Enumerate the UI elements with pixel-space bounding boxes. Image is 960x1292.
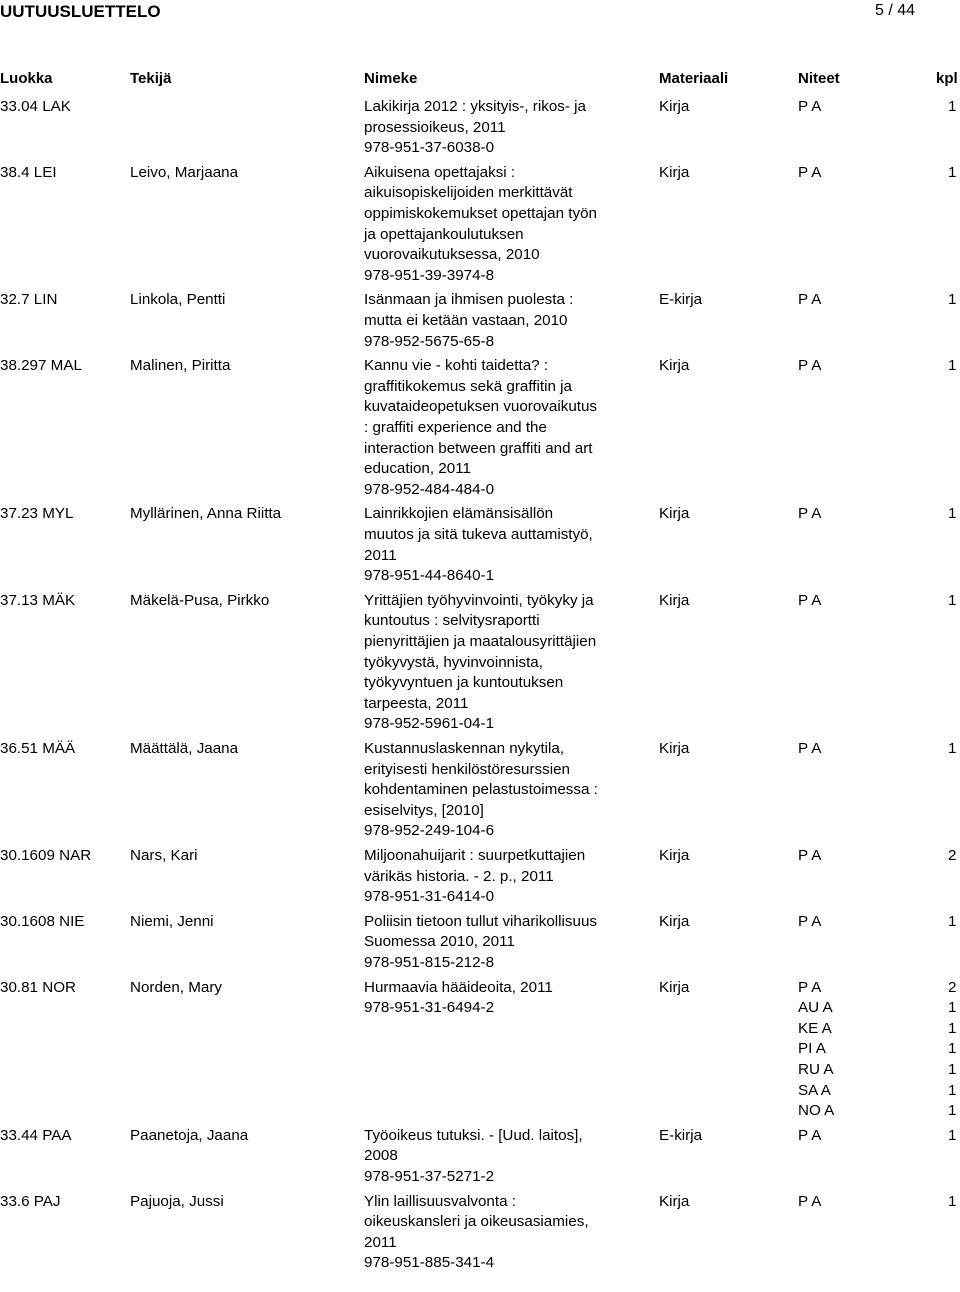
title-line: ja opettajankoulutuksen <box>364 225 524 243</box>
title-line: Kustannuslaskennan nykytila, <box>364 739 565 757</box>
holdings <box>798 290 957 311</box>
title-line: kuvataideopetuksen vuorovaikutus <box>364 398 598 416</box>
material-type: Kirja <box>659 98 690 115</box>
isbn: 978-951-31-6414-0 <box>364 888 495 906</box>
copy-count: 1 <box>948 163 957 181</box>
material-type: Kirja <box>659 591 690 609</box>
column-header-class: Luokka <box>0 70 53 87</box>
column-header-notes: Niteet <box>798 70 840 87</box>
title-line: Ylin laillisuusvalvonta : <box>364 1192 516 1210</box>
author: Norden, Mary <box>130 978 223 996</box>
title-line: Yrittäjien työhyvinvointi, työkyky ja <box>364 591 594 609</box>
location-code: PI A <box>798 1040 826 1058</box>
location-code: P A <box>798 505 822 523</box>
title-line: 2011 <box>364 546 397 564</box>
material-type: Kirja <box>659 978 690 996</box>
isbn: 978-951-37-5271-2 <box>364 1167 495 1185</box>
isbn: 978-952-5675-65-8 <box>364 332 495 350</box>
location-code: P A <box>798 1192 822 1210</box>
title-line: Kannu vie - kohti taidetta? : <box>364 357 549 375</box>
copy-count: 1 <box>948 912 957 930</box>
title-line: Lakikirja 2012 : yksityis-, rikos- ja <box>364 98 586 115</box>
location-code: P A <box>798 978 822 996</box>
location-code: P A <box>798 591 822 609</box>
location-code: P A <box>798 1126 822 1144</box>
location-code: P A <box>798 739 822 757</box>
holding-line <box>798 290 957 311</box>
title-line: Isänmaan ja ihmisen puolesta : <box>364 291 574 309</box>
title-line: 2011 <box>364 1233 397 1251</box>
holding-line <box>798 1192 957 1213</box>
catalog-row <box>0 97 960 159</box>
column-header-material: Materiaali <box>659 70 729 87</box>
class-code: 32.7 LIN <box>0 291 58 309</box>
location-code: P A <box>798 357 822 375</box>
location-code: P A <box>798 98 822 115</box>
catalog-row <box>0 739 960 842</box>
title-line: graffitikokemus sekä graffitin ja <box>364 377 572 395</box>
title-line: muutos ja sitä tukeva auttamistyö, <box>364 525 593 543</box>
location-code: P A <box>798 291 822 309</box>
copy-count: 1 <box>948 291 957 309</box>
title-line: työkyvystä, hyvinvoinnista, <box>364 653 543 671</box>
title-line: interaction between graffiti and art <box>364 439 593 457</box>
title-line: oppimiskokemukset opettajan työn <box>364 204 598 222</box>
author: Nars, Kari <box>130 846 198 864</box>
copy-count: 1 <box>948 1060 957 1078</box>
author: Linkola, Pentti <box>130 291 226 309</box>
title-line: Suomessa 2010, 2011 <box>364 933 515 951</box>
title-line: erityisesti henkilöstöresurssien <box>364 760 570 778</box>
isbn: 978-951-31-6494-2 <box>364 999 495 1017</box>
holding-line <box>798 1060 957 1081</box>
material-type: Kirja <box>659 1192 690 1210</box>
title-line: 2008 <box>364 1147 398 1165</box>
copy-count: 1 <box>948 1102 957 1120</box>
isbn: 978-951-44-8640-1 <box>364 567 495 585</box>
location-code: SA A <box>798 1081 831 1099</box>
title-line: mutta ei ketään vastaan, 2010 <box>364 311 568 329</box>
class-code: 33.6 PAJ <box>0 1192 61 1210</box>
title-line: Poliisin tietoon tullut viharikollisuus <box>364 912 597 930</box>
location-code: RU A <box>798 1060 834 1078</box>
holding-line <box>798 978 957 999</box>
location-code: P A <box>798 846 822 864</box>
material-type: Kirja <box>659 505 690 523</box>
title-line: education, 2011 <box>364 460 471 478</box>
title-line: Aikuisena opettajaksi : <box>364 163 516 181</box>
isbn: 978-951-815-212-8 <box>364 953 495 971</box>
holdings <box>798 504 957 525</box>
author: Mäkelä-Pusa, Pirkko <box>130 591 270 609</box>
holding-line <box>798 1101 957 1122</box>
title-line: prosessioikeus, 2011 <box>364 118 506 136</box>
title-line: oikeuskansleri ja oikeusasiamies, <box>364 1213 589 1231</box>
catalog-row <box>0 978 960 1122</box>
catalog-row <box>0 912 960 974</box>
author: Niemi, Jenni <box>130 912 214 930</box>
holding-line <box>798 97 957 118</box>
title-line: kohdentaminen pelastustoimessa : <box>364 781 598 799</box>
material-type: Kirja <box>659 912 690 930</box>
page-title: UUTUUSLUETTELO <box>0 2 161 21</box>
class-code: 37.23 MYL <box>0 505 74 523</box>
holdings <box>798 591 957 612</box>
holdings <box>798 912 957 933</box>
copy-count: 1 <box>948 357 957 375</box>
holding-line <box>798 504 957 525</box>
title-line: Työoikeus tutuksi. - [Uud. laitos], <box>364 1126 583 1144</box>
copy-count: 1 <box>948 1192 957 1210</box>
catalog-list <box>0 97 960 1278</box>
material-type: E-kirja <box>659 1126 703 1144</box>
copy-count: 2 <box>948 978 957 996</box>
copy-count: 1 <box>948 591 957 609</box>
holding-line <box>798 998 957 1019</box>
title-line: esiselvitys, [2010] <box>364 801 484 819</box>
author: Pajuoja, Jussi <box>130 1192 224 1210</box>
copy-count: 2 <box>948 846 957 864</box>
material-type: Kirja <box>659 846 690 864</box>
class-code: 36.51 MÄÄ <box>0 739 76 757</box>
title-line: : graffiti experience and the <box>364 418 547 436</box>
class-code: 30.1608 NIE <box>0 912 85 930</box>
catalog-row <box>0 163 960 287</box>
location-code: AU A <box>798 999 833 1017</box>
class-code: 30.1609 NAR <box>0 846 92 864</box>
holdings <box>798 846 957 867</box>
material-type: Kirja <box>659 163 690 181</box>
copy-count: 1 <box>948 999 957 1017</box>
title-line: pienyrittäjien ja maatalousyrittäjien <box>364 632 597 650</box>
material-type: Kirja <box>659 739 690 757</box>
copy-count: 1 <box>948 1126 957 1144</box>
holdings <box>798 739 957 760</box>
holding-line <box>798 356 957 377</box>
title-line: Hurmaavia hääideoita, 2011 <box>364 978 553 996</box>
author: Paanetoja, Jaana <box>130 1126 249 1144</box>
title-line: vuorovaikutuksessa, 2010 <box>364 246 540 264</box>
catalog-row <box>0 1192 960 1274</box>
holding-line <box>798 1081 957 1102</box>
title-line: aikuisopiskelijoiden merkittävät <box>364 184 573 202</box>
holding-line <box>798 739 957 760</box>
isbn: 978-951-37-6038-0 <box>364 139 495 157</box>
holding-line <box>798 1126 957 1147</box>
catalog-row <box>0 591 960 735</box>
catalog-row <box>0 1126 960 1188</box>
title-line: työkyvyntuen ja kuntoutuksen <box>364 674 564 692</box>
page-number: 5 / 44 <box>874 2 915 19</box>
catalog-row <box>0 504 960 586</box>
copy-count: 1 <box>948 1019 957 1037</box>
material-type: Kirja <box>659 357 690 375</box>
class-code: 38.4 LEI <box>0 163 57 181</box>
class-code: 30.81 NOR <box>0 978 76 996</box>
isbn: 978-951-39-3974-8 <box>364 266 495 284</box>
title-line: Lainrikkojien elämänsisällön <box>364 505 554 523</box>
location-code: KE A <box>798 1019 832 1037</box>
holdings <box>798 978 957 1122</box>
author: Määttälä, Jaana <box>130 739 239 757</box>
class-code: 37.13 MÄK <box>0 591 76 609</box>
holdings <box>798 163 957 184</box>
holding-line <box>798 846 957 867</box>
column-header-count: kpl <box>936 70 958 87</box>
copy-count: 1 <box>948 1081 957 1099</box>
location-code: P A <box>798 163 822 181</box>
author: Myllärinen, Anna Riitta <box>130 505 282 523</box>
copy-count: 1 <box>948 98 957 115</box>
title-line: tarpeesta, 2011 <box>364 694 469 712</box>
catalog-row <box>0 356 960 500</box>
holdings <box>798 356 957 377</box>
holding-line <box>798 912 957 933</box>
copy-count: 1 <box>948 1040 957 1058</box>
material-type: E-kirja <box>659 291 703 309</box>
holding-line <box>798 591 957 612</box>
title-line: kuntoutus : selvitysraportti <box>364 612 540 630</box>
catalog-row <box>0 290 960 352</box>
holding-line <box>798 1039 957 1060</box>
title-line: Miljoonahuijarit : suurpetkuttajien <box>364 846 586 864</box>
copy-count: 1 <box>948 739 957 757</box>
holdings <box>798 1126 957 1147</box>
isbn: 978-952-249-104-6 <box>364 822 495 840</box>
title-line: värikäs historia. - 2. p., 2011 <box>364 867 554 885</box>
column-header-author: Tekijä <box>130 70 172 87</box>
location-code: P A <box>798 912 822 930</box>
author: Malinen, Piritta <box>130 357 231 375</box>
holding-line <box>798 1019 957 1040</box>
location-code: NO A <box>798 1102 835 1120</box>
isbn: 978-952-484-484-0 <box>364 480 495 498</box>
catalog-row <box>0 846 960 908</box>
isbn: 978-951-885-341-4 <box>364 1254 495 1272</box>
copy-count: 1 <box>948 505 957 523</box>
class-code: 33.44 PAA <box>0 1126 72 1144</box>
column-header-title: Nimeke <box>364 70 418 87</box>
title-block <box>364 591 960 735</box>
class-code: 38.297 MAL <box>0 357 82 375</box>
author: Leivo, Marjaana <box>130 163 239 181</box>
isbn: 978-952-5961-04-1 <box>364 715 495 733</box>
holdings <box>798 1192 957 1213</box>
holding-line <box>798 163 957 184</box>
class-code: 33.04 LAK <box>0 98 71 115</box>
title-block <box>364 356 960 500</box>
holdings <box>798 97 957 118</box>
